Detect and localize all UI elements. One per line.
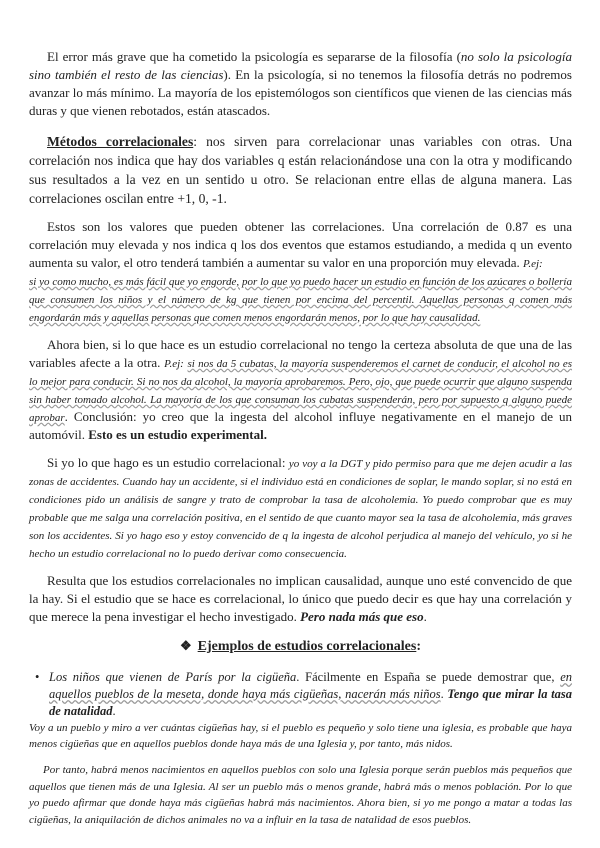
bullet-underlined: en aquellos pueblos de la meseta, donde haya más cigüeñas, nacerán más niños bbox=[49, 670, 572, 701]
p3-example: si yo como mucho, es más fácil que yo engorde, por lo que yo puedo hacer un estudio en función de los azúcares o bollería que consumen los niños y el número de kg que tienen por encima del percentil. Aquellas personas q comen más engordarán más y aquellas personas que comen menos engordarán menos, por lo que hay causalidad. bbox=[29, 276, 572, 324]
bullet-tail: Voy a un pueblo y miro a ver cuántas cigüeñas hay, si el pueblo es pequeño y solo tiene una iglesia, es probable que haya menos cigüeñas que en aquellos pueblos donde haya más de una Iglesia y, por tanto, más nidos. bbox=[29, 722, 572, 750]
paragraph-psychology-philosophy bbox=[29, 48, 572, 120]
document-page bbox=[29, 48, 572, 828]
p4-bold: Esto es un estudio experimental. bbox=[88, 427, 267, 442]
paragraph-dgt-example bbox=[29, 454, 572, 562]
bullet-italic: Los niños que vienen de París por la cigüeña bbox=[49, 670, 297, 684]
p3-pej: P.ej: bbox=[523, 258, 543, 270]
bullet-text: . Fácilmente en España se puede demostrar que, bbox=[296, 670, 561, 684]
paragraph-stork-conclusion: Por tanto, habrá menos nacimientos en aquellos pueblos con solo una Iglesia porque serán pueblos más pequeños que aquellos que tienen más de una Iglesia. Al ser un pueblo más o menos grande, habrá más o menos población. Por lo que yo puedo afirmar que donde haya más cigüeñas habrá más nacimientos. Ahora bien, si yo me pongo a matar a todas las cigüeñas, la aniquilación de dichos animales no va a influir en la tasa de natalidad de esos pueblos. bbox=[29, 764, 572, 826]
section-title-colon: : bbox=[416, 639, 421, 654]
p1-italic: no solo la psicología sino también el resto de las ciencias bbox=[29, 49, 572, 82]
p4-text: Ahora bien, si lo que hace es un estudio correlacional no tengo la certeza absoluta de que una de las variables afecte a la otra. bbox=[29, 337, 572, 370]
bullet-end: . bbox=[112, 704, 116, 718]
diamond-icon: ❖ bbox=[180, 638, 192, 653]
bullet-icon: • bbox=[35, 670, 40, 684]
p1-text-a: El error más grave que ha cometido la psicología es separarse de la filosofía ( bbox=[47, 49, 461, 64]
list-item bbox=[29, 669, 572, 720]
p4-pej: P.ej: bbox=[164, 358, 184, 370]
section-title-text: Ejemplos de estudios correlacionales bbox=[197, 639, 417, 654]
bullet-bold-italic: Tengo que mirar la tasa de natalidad bbox=[49, 687, 573, 718]
paragraph-correlational-methods bbox=[29, 132, 572, 208]
p6-text: Resulta que los estudios correlacionales no implican causalidad, aunque uno esté convencido de que la hay. Si el estudio que se hace es correlacional, lo único que puedo decir es que hay una correlación y que merece la pena investigar el hecho investigado. bbox=[29, 573, 572, 624]
bullet-sep: . bbox=[440, 687, 448, 701]
p4-conclusion: . Conclusión: yo creo que la ingesta del alcohol influye negativamente en el manejo de un automóvil. bbox=[29, 409, 572, 442]
p6-bold-italic: Pero nada más que eso bbox=[300, 609, 424, 624]
p5-example: yo voy a la DGT y pido permiso para que me dejen acudir a las zonas de accidentes. Cuando hay un accidente, si el individuo está en condiciones de soplar, le mando soplar, si no está en condiciones pido un análisis de sangre y trato de comprobar la tasa de alcoholemia. Yo puedo comprobar que es muy probable que me salga una correlación positiva, en el sentido de que cuanto mayor sea la tasa de alcoholemia, más graves son los accidentes. Si yo hago eso y estoy convencido de q la ingesta de alcohol perjudica al manejo del vehículo, yo si he hecho un estudio correlacional no lo puedo derivar como consecuencia. bbox=[29, 458, 572, 560]
term-correlational-methods: Métodos correlacionales bbox=[47, 134, 194, 149]
paragraph-alcohol-example bbox=[29, 336, 572, 444]
p3-text: Estos son los valores que pueden obtener las correlaciones. Una correlación de 0.87 es una correlación muy elevada y nos indica q los dos eventos que estamos estudiando, a medida q un evento aumenta su valor, el otro tenderá también a aumentar su valor en una proporción muy elevada. bbox=[29, 219, 572, 270]
paragraph-no-causality bbox=[29, 572, 572, 626]
p5-text: Si yo lo que hago es un estudio correlacional: bbox=[47, 455, 289, 470]
paragraph-correlation-values bbox=[29, 218, 572, 326]
p4-example: si nos da 5 cubatas, la mayoría suspenderemos el carnet de conducir, el alcohol no es lo mejor para conducir. Si no nos da alcohol, la mayoría aprobaremos. Pero, ojo, que puede ocurrir que alguno suspenda sin haber tomado alcohol. La mayoría de los que consuman los cubatas suspenderán, pero por supuesto q alguno puede aprobar bbox=[29, 358, 573, 424]
p2-text: : nos sirven para correlacionar unas variables con otras. Una correlación nos indica que hay dos variables q están relacionándose una con la otra y modificando sus resultados a la vez en un sentido u otro. Se relacionan entre ellas de alguna manera. Las correlaciones oscilan entre +1, 0, -1. bbox=[29, 134, 572, 206]
p1-text-b: ). En la psicología, si no tenemos la filosofía detrás no podremos avanzar lo más mínimo. La mayoría de los epistemólogos son científicos que vienen de las ciencias más duras y que vienen rebotados, están atascados. bbox=[29, 67, 572, 118]
p6-end: . bbox=[423, 609, 427, 624]
section-heading-examples bbox=[29, 638, 572, 655]
